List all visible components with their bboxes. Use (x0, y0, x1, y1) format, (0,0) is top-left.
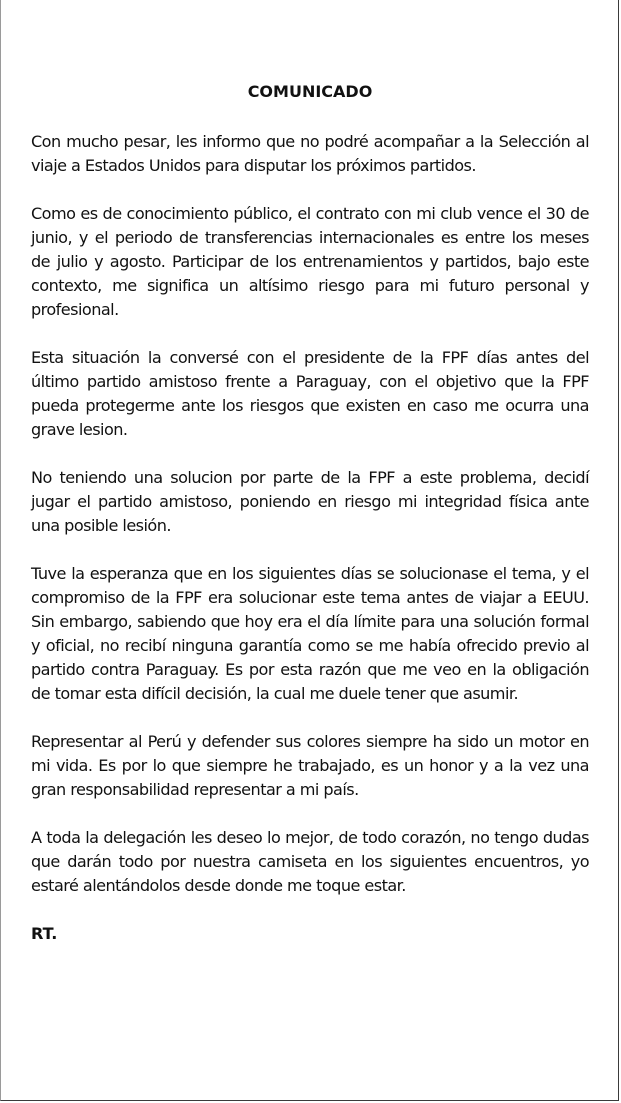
document-title: COMUNICADO (247, 82, 373, 101)
paragraph-4: No teniendo una solucion por parte de la FPF a este problema, decidí jugar el partido amistoso, poniendo en riesgo mi integridad física ante una posible lesión. (31, 468, 589, 535)
paragraph-6: Representar al Perú y defender sus colores siempre ha sido un motor en mi vida. Es por lo que siempre he trabajado, es un honor y a la vez una gran responsabilidad representar a mi país. (31, 732, 589, 799)
paragraph-1: Con mucho pesar, les informo que no podré acompañar a la Selección al viaje a Estados Unidos para disputar los próximos partidos. (31, 132, 589, 175)
paragraph-3: Esta situación la conversé con el presidente de la FPF días antes del último partido amistoso frente a Paraguay, con el objetivo que la FPF pueda protegerme ante los riesgos que existen en caso me ocurra una grave lesion. (31, 348, 589, 439)
paragraph-5: Tuve la esperanza que en los siguientes días se solucionase el tema, y el compromiso de la FPF era solucionar este tema antes de viajar a EEUU. Sin embargo, sabiendo que hoy era el día límite para una solución formal y oficial, no recibí ninguna garantía como se me había ofrecido previo al partido contra Paraguay. Es por esta razón que me veo en la obligación de tomar esta difícil decisión, la cual me duele tener que asumir. (31, 564, 589, 703)
signature: RT. (31, 924, 58, 943)
statement-document (31, 80, 589, 946)
paragraph-2: Como es de conocimiento público, el contrato con mi club vence el 30 de junio, y el periodo de transferencias internacionales es entre los meses de julio y agosto. Participar de los entrenamientos y partidos, bajo este contexto, me significa un altísimo riesgo para mi futuro personal y profesional. (31, 204, 589, 319)
paragraph-7: A toda la delegación les deseo lo mejor, de todo corazón, no tengo dudas que darán todo por nuestra camiseta en los siguientes encuentros, yo estaré alentándolos desde donde me toque estar. (31, 828, 589, 895)
